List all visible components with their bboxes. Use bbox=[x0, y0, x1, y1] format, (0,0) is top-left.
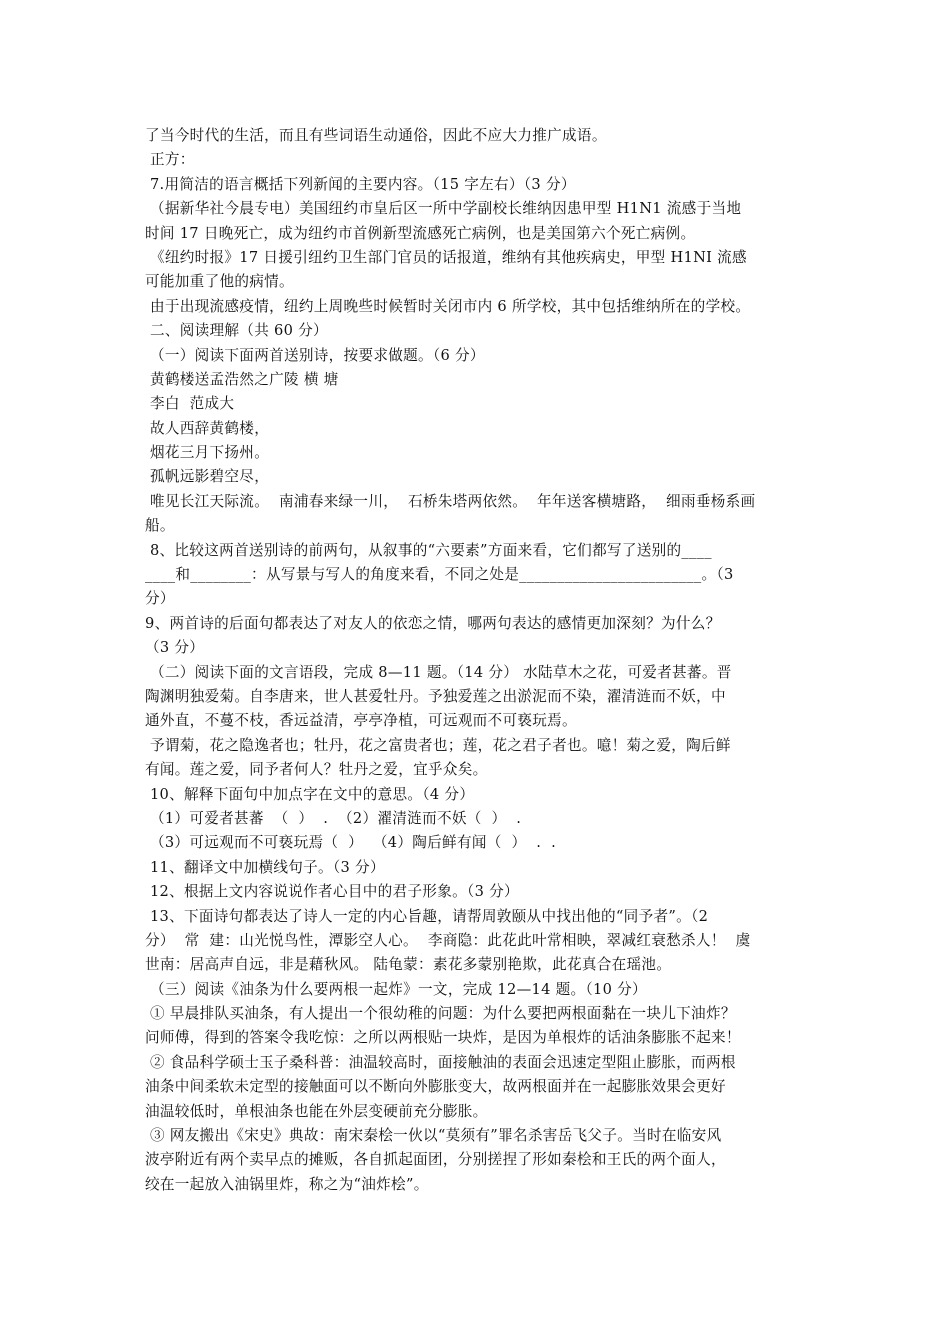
text-line: 了当今时代的生活，而且有些词语生动通俗，因此不应大力推广成语。 bbox=[145, 127, 607, 144]
text-line: 《纽约时报》17 日援引纽约卫生部门官员的话报道，维纳有其他疾病史，甲型 H1NI 流感 bbox=[145, 248, 747, 266]
document-body bbox=[145, 124, 813, 1197]
section-heading: 二、阅读理解（共 60 分） bbox=[145, 322, 328, 340]
question-7: 7.用简洁的语言概括下列新闻的主要内容。（15 字左右）（3 分） bbox=[145, 175, 576, 193]
text-line: 油温较低时，单根油条也能在外层变硬前充分膨胀。 bbox=[145, 1102, 488, 1120]
text-line: 陶渊明独爱菊。自李唐来，世人甚爱牡丹。予独爱莲之出淤泥而不染，濯清涟而不妖，中 bbox=[145, 687, 726, 705]
subsection-heading: （二）阅读下面的文言语段，完成 8—11 题。（14 分） 水陆草木之花，可爱者甚蕃。晋 bbox=[145, 663, 732, 681]
text-line: 正方： bbox=[145, 151, 195, 169]
text-line: 油条中间柔软未定型的接触面可以不断向外膨胀变大，故两根面并在一起膨胀效果会更好 bbox=[145, 1078, 726, 1096]
text-line: （1）可爱者甚蕃 （ ） . （2）濯清涟而不妖（ ） . bbox=[145, 809, 522, 827]
text-line: 波亭附近有两个卖早点的摊贩，各自抓起面团，分别搓捏了形如秦桧和王氏的两个面人， bbox=[145, 1151, 726, 1169]
paragraph-1: ① 早晨排队买油条，有人提出一个很幼稚的问题：为什么要把两根面黏在一块儿下油炸？ bbox=[145, 1005, 736, 1023]
poem-line: 孤帆远影碧空尽， bbox=[145, 468, 270, 486]
text-line: 时间 17 日晚死亡，成为纽约市首例新型流感死亡病例，也是美国第六个死亡病例。 bbox=[145, 224, 696, 242]
paragraph-2: ② 食品科学硕士玉子桑科普：油温较高时，面接触油的表面会迅速定型阻止膨胀，而两根 bbox=[145, 1053, 736, 1071]
paragraph-3: ③ 网友搬出《宋史》典故：南宋秦桧一伙以“莫须有”罪名杀害岳飞父子。当时在临安风 bbox=[145, 1127, 722, 1145]
poem-authors: 李白 范成大 bbox=[145, 395, 235, 413]
subsection-heading: （三）阅读《油条为什么要两根一起炸》一文，完成 12—14 题。（10 分） bbox=[145, 980, 647, 998]
text-line: 绞在一起放入油锅里炸，称之为“油炸桧”。 bbox=[145, 1175, 429, 1193]
text-line: 通外直，不蔓不枝，香远益清，亭亭净植，可远观而不可亵玩焉。 bbox=[145, 712, 577, 730]
question-9: 9、两首诗的后面句都表达了对友人的依恋之情，哪两句表达的感情更加深刻？为什么？ bbox=[145, 614, 721, 632]
poem-line: 船。 bbox=[145, 517, 175, 535]
text-line: 有闻。莲之爱，同予者何人？牡丹之爱，宜乎众矣。 bbox=[145, 761, 488, 779]
text-line: 由于出现流感疫情，纽约上周晚些时候暂时关闭市内 6 所学校，其中包括维纳所在的学校。 bbox=[145, 297, 751, 315]
poem-line: 唯见长江天际流。 南浦春来绿一川， 石桥朱塔两依然。 年年送客横塘路， 细雨垂杨系画 bbox=[145, 492, 756, 510]
question-13: 13、下面诗句都表达了诗人一定的内心旨趣，请帮周敦颐从中找出他的“同予者”。（2 bbox=[145, 907, 709, 925]
text-line: （3）可远观而不可亵玩焉（ ） （4）陶后鲜有闻（ ） . . bbox=[145, 834, 557, 852]
question-12: 12、根据上文内容说说作者心目中的君子形象。（3 分） bbox=[145, 883, 519, 901]
question-8: 8、比较这两首送别诗的前两句，从叙事的“六要素”方面来看，它们都写了送别的____ bbox=[145, 541, 712, 559]
question-11: 11、翻译文中加横线句子。（3 分） bbox=[145, 858, 385, 876]
text-line: ____和________：从写景与写人的角度来看，不同之处是________________________。（3 bbox=[145, 566, 734, 584]
text-line: 世南：居高声自远，非是藉秋风。 陆龟蒙：素花多蒙别艳欺，此花真合在瑶池。 bbox=[145, 956, 672, 974]
text-line: 分） 常 建：山光悦鸟性，潭影空人心。 李商隐：此花此叶常相映，翠减红衰愁杀人！ 虞 bbox=[145, 931, 751, 949]
text-line: 可能加重了他的病情。 bbox=[145, 273, 294, 291]
text-line: 予谓菊，花之隐逸者也；牡丹，花之富贵者也；莲，花之君子者也。噫！菊之爱，陶后鲜 bbox=[145, 736, 731, 754]
question-10: 10、解释下面句中加点字在文中的意思。（4 分） bbox=[145, 785, 475, 803]
text-line: （3 分） bbox=[145, 639, 205, 657]
text-line: 问师傅，得到的答案令我吃惊：之所以两根贴一块炸，是因为单根炸的话油条膨胀不起来！ bbox=[145, 1029, 741, 1047]
text-line: （据新华社今晨专电）美国纽约市皇后区一所中学副校长维纳因患甲型 H1N1 流感于当地 bbox=[145, 200, 742, 218]
poem-line: 烟花三月下扬州。 bbox=[145, 444, 270, 462]
poem-title: 黄鹤楼送孟浩然之广陵 横 塘 bbox=[145, 370, 339, 388]
text-line: 分） bbox=[145, 590, 175, 608]
poem-line: 故人西辞黄鹤楼， bbox=[145, 419, 270, 437]
subsection-heading: （一）阅读下面两首送别诗，按要求做题。（6 分） bbox=[145, 346, 485, 364]
